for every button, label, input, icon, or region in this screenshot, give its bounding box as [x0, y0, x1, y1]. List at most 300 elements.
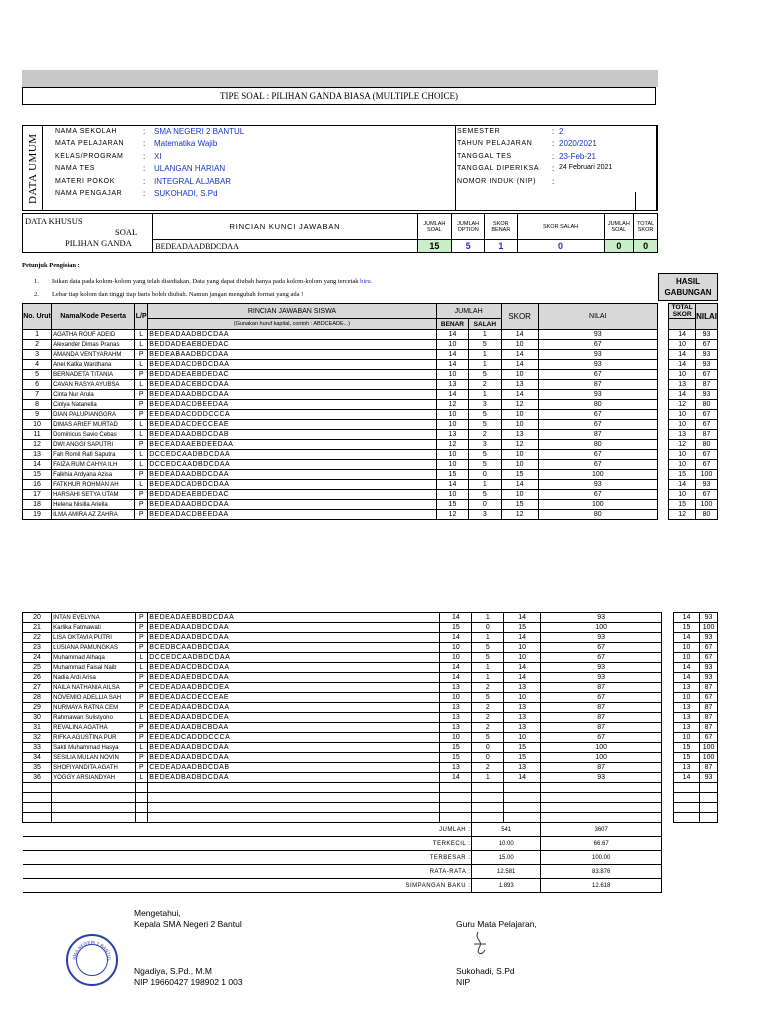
row-total-skor: 10: [669, 460, 696, 470]
row-lp[interactable]: P: [135, 613, 148, 623]
row-lp[interactable]: P: [135, 440, 148, 450]
row-skor: 14: [501, 390, 538, 400]
row-nilai-gabungan: 93: [696, 390, 718, 400]
row-lp[interactable]: P: [135, 623, 148, 633]
row-nama[interactable]: Sakti Muhammad Hasya: [52, 743, 135, 753]
row-benar: 13: [440, 703, 472, 713]
row-nama[interactable]: REVALINA AGATHA: [52, 723, 135, 733]
row-lp[interactable]: L: [135, 420, 148, 430]
table-row: [23, 370, 718, 380]
row-nama[interactable]: DWI ANGGI SAPUTRI: [52, 440, 135, 450]
skor-salah-value[interactable]: 0: [517, 240, 604, 253]
empty-cell[interactable]: [440, 793, 472, 803]
row-nilai-gabungan: 93: [700, 673, 718, 683]
stat-skor: 15.00: [472, 851, 541, 865]
empty-row: [23, 813, 718, 823]
spacer-cell: [657, 490, 668, 500]
empty-cell[interactable]: [673, 803, 699, 813]
info-label: NAMA TES: [55, 165, 96, 173]
row-nama[interactable]: AMANDA VENTYARAHM: [52, 350, 135, 360]
jumlah-soal-header: JUMLAH SOAL: [417, 214, 452, 240]
row-lp[interactable]: P: [135, 643, 148, 653]
empty-cell[interactable]: [135, 793, 148, 803]
row-rincian[interactable]: BEDEADACDBDCDAA: [148, 663, 440, 673]
spacer-cell: [662, 683, 674, 693]
row-nama[interactable]: YOGGY ARSIANDYAH: [52, 773, 135, 783]
row-benar: 14: [440, 633, 472, 643]
row-salah: 1: [469, 330, 501, 340]
row-nama[interactable]: Fah Romil Rafi Saputra: [52, 450, 135, 460]
row-rincian[interactable]: CEDEADAADBDCDAA: [148, 703, 440, 713]
row-nama[interactable]: Anel Katka Wardhana: [52, 360, 135, 370]
row-no: 23: [23, 643, 52, 653]
row-lp[interactable]: P: [135, 500, 148, 510]
row-lp[interactable]: P: [135, 400, 148, 410]
row-salah: 2: [472, 723, 504, 733]
row-lp[interactable]: L: [135, 663, 148, 673]
row-lp[interactable]: P: [135, 733, 148, 743]
row-nilai-gabungan: 93: [696, 480, 718, 490]
row-nilai: 87: [541, 683, 662, 693]
row-total-skor: 13: [669, 430, 696, 440]
row-rincian[interactable]: BEDEADACEBDCDAA: [148, 380, 437, 390]
info-colon: :: [552, 151, 555, 161]
empty-cell[interactable]: [504, 783, 541, 793]
skor-benar-header: SKOR BENAR: [485, 214, 517, 240]
row-nama[interactable]: Helena Nisilla Ariella: [52, 500, 135, 510]
empty-cell[interactable]: [135, 803, 148, 813]
row-salah: 5: [472, 643, 504, 653]
row-nama[interactable]: Alexander Dimas Pranas: [52, 340, 135, 350]
info-value-right[interactable]: 2: [559, 127, 564, 136]
table-row: [23, 753, 718, 763]
row-nama[interactable]: FATKHUR ROHMAN AH: [52, 480, 135, 490]
row-no: 4: [23, 360, 52, 370]
row-skor: 14: [504, 663, 541, 673]
row-nilai-gabungan: 93: [696, 350, 718, 360]
row-nama[interactable]: HARSAHI SETYA UTAM: [52, 490, 135, 500]
row-nilai: 87: [538, 430, 657, 440]
row-rincian[interactable]: BEDEADBADBDCDAA: [148, 773, 440, 783]
petunjuk-num-2: 2.: [34, 291, 39, 298]
row-skor: 10: [501, 490, 538, 500]
row-lp[interactable]: L: [135, 460, 148, 470]
row-nama[interactable]: LISA OKTAVIA PUTRI: [52, 633, 135, 643]
table-row: [23, 500, 718, 510]
row-lp[interactable]: P: [135, 470, 148, 480]
row-lp[interactable]: P: [135, 683, 148, 693]
row-benar: 14: [436, 480, 468, 490]
empty-cell[interactable]: [52, 813, 135, 823]
empty-cell[interactable]: [148, 813, 440, 823]
row-skor: 14: [504, 613, 541, 623]
spacer-cell: [657, 330, 668, 340]
row-nilai-gabungan: 87: [700, 683, 718, 693]
row-benar: 10: [436, 340, 468, 350]
row-rincian[interactable]: DCCEDCAADBDCDAA: [148, 460, 437, 470]
row-nama[interactable]: INTAN EVELYNA: [52, 613, 135, 623]
row-benar: 10: [440, 653, 472, 663]
row-lp[interactable]: L: [135, 330, 148, 340]
spacer-cell: [662, 733, 674, 743]
row-rincian[interactable]: BEDDADEAEBDEDAC: [148, 490, 437, 500]
row-no: 29: [23, 703, 52, 713]
info-value-right[interactable]: 2020/2021: [559, 139, 597, 149]
row-skor: 15: [504, 743, 541, 753]
row-nilai-gabungan: 67: [696, 490, 718, 500]
row-nama[interactable]: DIAN PALUPIANGGRA: [52, 410, 135, 420]
info-label-right: NOMOR INDUK (NIP): [457, 177, 537, 185]
row-rincian[interactable]: BEDEADAADBDCDAA: [148, 623, 440, 633]
row-benar: 14: [440, 673, 472, 683]
row-nama[interactable]: SHOFIYANDITA AGATH: [52, 763, 135, 773]
row-nama[interactable]: Karlika Fatmawati: [52, 623, 135, 633]
row-nama[interactable]: BERNADETA TITANIA: [52, 370, 135, 380]
row-nilai-gabungan: 67: [696, 450, 718, 460]
empty-cell[interactable]: [673, 813, 699, 823]
row-salah: 5: [472, 693, 504, 703]
empty-cell[interactable]: [673, 793, 699, 803]
row-rincian[interactable]: BEDEADAADBDCDAA: [148, 633, 440, 643]
empty-cell[interactable]: [700, 793, 718, 803]
row-rincian[interactable]: BEDEADACDBEEDAA: [148, 400, 437, 410]
row-rincian[interactable]: BEDEADACDECCEAE: [148, 693, 440, 703]
row-rincian[interactable]: BEDEADAADBDCDAA: [148, 390, 437, 400]
empty-cell[interactable]: [148, 793, 440, 803]
row-nama[interactable]: SESILIA MULAN NOVIN: [52, 753, 135, 763]
row-nilai: 67: [541, 693, 662, 703]
info-label: KELAS/PROGRAM: [55, 152, 124, 160]
info-value[interactable]: Matematika Wajib: [154, 139, 218, 149]
row-total-skor: 14: [669, 390, 696, 400]
empty-cell[interactable]: [440, 803, 472, 813]
row-rincian[interactable]: BEDEADACDBDCDAA: [148, 360, 437, 370]
row-skor: 10: [501, 420, 538, 430]
row-skor: 15: [501, 470, 538, 480]
row-nilai-gabungan: 93: [696, 330, 718, 340]
row-lp[interactable]: L: [135, 773, 148, 783]
row-rincian[interactable]: DCCEDCAADBDCDAA: [148, 450, 437, 460]
empty-cell[interactable]: [23, 783, 52, 793]
row-salah: 1: [472, 613, 504, 623]
guru-nip: NIP: [456, 977, 471, 987]
stat-spacer: [662, 851, 718, 865]
row-skor: 10: [504, 693, 541, 703]
row-salah: 3: [469, 440, 501, 450]
row-nilai: 100: [541, 623, 662, 633]
spacer-cell: [657, 480, 668, 490]
empty-cell: [662, 783, 674, 793]
row-no: 21: [23, 623, 52, 633]
table-row: [23, 633, 718, 643]
row-salah: 5: [472, 653, 504, 663]
row-rincian[interactable]: BEDEADAADBCBDAA: [148, 723, 440, 733]
empty-cell[interactable]: [23, 793, 52, 803]
row-lp[interactable]: L: [135, 450, 148, 460]
row-lp[interactable]: P: [135, 693, 148, 703]
stats-row: [23, 823, 718, 837]
empty-cell[interactable]: [541, 813, 662, 823]
row-nilai: 87: [541, 703, 662, 713]
row-nama[interactable]: Falkhia Ardyana Azisa: [52, 470, 135, 480]
row-rincian[interactable]: BEDEADAEDBDCDAA: [148, 673, 440, 683]
row-nama[interactable]: LUSIANA PAMUNGKAS: [52, 643, 135, 653]
row-nama[interactable]: ILMA AMIRA AZ ZAHRA: [52, 510, 135, 520]
row-total-skor: 14: [669, 350, 696, 360]
info-value[interactable]: ULANGAN HARIAN: [154, 164, 226, 174]
row-total-skor: 13: [673, 763, 699, 773]
empty-cell[interactable]: [504, 793, 541, 803]
row-rincian[interactable]: CEDEADAADBDCDEA: [148, 683, 440, 693]
empty-cell[interactable]: [52, 793, 135, 803]
row-rincian[interactable]: BEDEADAADBDCDAA: [148, 753, 440, 763]
row-lp[interactable]: P: [135, 673, 148, 683]
info-value[interactable]: INTEGRAL ALJABAR: [154, 176, 232, 186]
empty-cell[interactable]: [700, 813, 718, 823]
stats-row: [23, 879, 718, 893]
stat-nilai: 12.618: [541, 879, 662, 893]
row-rincian[interactable]: BEDEADACDBEEDAA: [148, 510, 437, 520]
row-skor: 13: [501, 430, 538, 440]
spacer-cell: [662, 773, 674, 783]
row-nilai: 67: [538, 340, 657, 350]
row-salah: 0: [469, 500, 501, 510]
row-rincian[interactable]: BEDDADEAEBDEDAC: [148, 340, 437, 350]
jumlah-soal-value[interactable]: 15: [417, 240, 452, 253]
row-rincian[interactable]: BEDEADAADBDCDAA: [148, 470, 437, 480]
row-nama[interactable]: Nadia Ardi Arisa: [52, 673, 135, 683]
row-lp[interactable]: L: [135, 713, 148, 723]
stat-spacer: [662, 823, 718, 837]
empty-cell[interactable]: [135, 783, 148, 793]
row-skor: 10: [501, 410, 538, 420]
row-lp[interactable]: P: [135, 490, 148, 500]
empty-cell[interactable]: [23, 813, 52, 823]
row-salah: 2: [472, 683, 504, 693]
empty-cell[interactable]: [23, 803, 52, 813]
header-jumlah: JUMLAH: [436, 304, 501, 319]
empty-cell[interactable]: [135, 813, 148, 823]
jumlah-option-value[interactable]: 5: [452, 240, 485, 253]
answer-key-value[interactable]: BEDEADAADBDCDAA: [153, 240, 417, 253]
info-value[interactable]: SMA NEGERI 2 BANTUL: [154, 127, 245, 136]
empty-cell[interactable]: [541, 793, 662, 803]
row-nama[interactable]: AGATHA ROUF ADEID: [52, 330, 135, 340]
row-benar: 13: [436, 430, 468, 440]
row-rincian[interactable]: EEDEADCADDDCCCA: [148, 733, 440, 743]
row-lp[interactable]: L: [135, 653, 148, 663]
jumlah-soal2-value: 0: [604, 240, 634, 253]
row-rincian[interactable]: BCEDBCAADBDCDAA: [148, 643, 440, 653]
row-nilai-gabungan: 67: [700, 693, 718, 703]
info-value-right[interactable]: 23-Feb-21: [559, 151, 596, 161]
soal-label: SOAL: [115, 227, 138, 237]
empty-cell[interactable]: [541, 783, 662, 793]
row-benar: 10: [440, 693, 472, 703]
spacer-cell: [662, 763, 674, 773]
info-value-right[interactable]: 24 Februari 2021: [559, 164, 613, 172]
header-rincian: RINCIAN JAWABAN SISWA: [148, 304, 437, 319]
row-nilai: 67: [538, 460, 657, 470]
row-lp[interactable]: L: [135, 360, 148, 370]
row-nilai-gabungan: 87: [696, 380, 718, 390]
row-lp[interactable]: P: [135, 390, 148, 400]
row-nilai: 93: [541, 663, 662, 673]
row-lp[interactable]: P: [135, 723, 148, 733]
row-no: 30: [23, 713, 52, 723]
row-lp[interactable]: P: [135, 633, 148, 643]
row-rincian[interactable]: DCCEDCAADBDCDAA: [148, 653, 440, 663]
table-row: [23, 673, 718, 683]
row-nilai-gabungan: 100: [700, 753, 718, 763]
row-no: 27: [23, 683, 52, 693]
empty-cell[interactable]: [440, 783, 472, 793]
empty-cell[interactable]: [673, 783, 699, 793]
row-no: 26: [23, 673, 52, 683]
row-rincian[interactable]: BEDEADACDECCEAE: [148, 420, 437, 430]
row-lp[interactable]: L: [135, 743, 148, 753]
empty-cell[interactable]: [472, 793, 504, 803]
row-salah: 5: [469, 460, 501, 470]
stat-label: RATA-RATA :: [23, 865, 472, 879]
row-skor: 13: [504, 713, 541, 723]
row-nilai-gabungan: 100: [696, 500, 718, 510]
row-nama[interactable]: NOVEMIO ADELLIA SAH: [52, 693, 135, 703]
stats-row: [23, 837, 718, 851]
row-no: 24: [23, 653, 52, 663]
row-salah: 1: [472, 633, 504, 643]
row-total-skor: 13: [673, 703, 699, 713]
info-colon: :: [143, 151, 146, 161]
row-lp[interactable]: L: [135, 480, 148, 490]
empty-cell[interactable]: [700, 803, 718, 813]
row-rincian[interactable]: BEDEADAADBDCDAB: [148, 430, 437, 440]
row-rincian[interactable]: BEDEABAADBDCDAA: [148, 350, 437, 360]
row-salah: 5: [469, 370, 501, 380]
row-total-skor: 14: [673, 673, 699, 683]
row-lp[interactable]: P: [135, 763, 148, 773]
row-nama[interactable]: Cinlya Natanella: [52, 400, 135, 410]
empty-cell[interactable]: [504, 803, 541, 813]
table-row: [23, 340, 718, 350]
row-nama[interactable]: CAVAN RASYA AYUBSA: [52, 380, 135, 390]
row-nama[interactable]: RIFKA AGUSTINA PUR: [52, 733, 135, 743]
header-total-skor: TOTAL SKOR: [669, 304, 696, 319]
pilihan-ganda-label: PILIHAN GANDA: [65, 238, 132, 248]
row-rincian[interactable]: BEDEADAADBDCDAA: [148, 743, 440, 753]
row-skor: 12: [501, 400, 538, 410]
row-salah: 5: [469, 340, 501, 350]
spacer-cell: [657, 350, 668, 360]
empty-cell[interactable]: [504, 813, 541, 823]
row-lp[interactable]: P: [135, 370, 148, 380]
row-nama[interactable]: FAIZA RUM CAHYA ILH: [52, 460, 135, 470]
row-rincian[interactable]: BEDDADEAEBDEDAC: [148, 370, 437, 380]
empty-cell[interactable]: [52, 783, 135, 793]
empty-cell[interactable]: [148, 783, 440, 793]
row-total-skor: 14: [673, 613, 699, 623]
spacer-cell: [662, 643, 674, 653]
empty-cell[interactable]: [472, 783, 504, 793]
row-lp[interactable]: P: [135, 510, 148, 520]
row-skor: 14: [501, 480, 538, 490]
row-rincian[interactable]: BEDEADAEBDBDCDAA: [148, 613, 440, 623]
row-nilai: 80: [538, 400, 657, 410]
row-salah: 1: [472, 773, 504, 783]
row-no: 20: [23, 613, 52, 623]
empty-cell[interactable]: [440, 813, 472, 823]
row-lp[interactable]: P: [135, 753, 148, 763]
header-salah: SALAH: [469, 319, 501, 330]
spacer-cell: [662, 673, 674, 683]
info-colon: :: [552, 127, 555, 136]
row-rincian[interactable]: BEDEADCADBDCDAA: [148, 480, 437, 490]
row-nama[interactable]: Dominicus Savio Cebas: [52, 430, 135, 440]
row-salah: 1: [472, 673, 504, 683]
empty-cell[interactable]: [472, 803, 504, 813]
row-rincian[interactable]: BEDEADAADBDCDEA: [148, 713, 440, 723]
row-rincian[interactable]: BEDEADAADBDCDAA: [148, 330, 437, 340]
stats-row: [23, 865, 718, 879]
empty-cell[interactable]: [148, 803, 440, 813]
row-salah: 5: [469, 410, 501, 420]
row-rincian[interactable]: BECEADAAEBDEEDAA: [148, 440, 437, 450]
row-nilai: 87: [541, 763, 662, 773]
row-salah: 0: [472, 753, 504, 763]
info-value[interactable]: XI: [154, 151, 162, 161]
row-nilai: 93: [541, 673, 662, 683]
row-rincian[interactable]: EEDEADACDDDCCCA: [148, 410, 437, 420]
skor-benar-value[interactable]: 1: [485, 240, 517, 253]
row-nama[interactable]: Muhammad Faisal Naib: [52, 663, 135, 673]
row-no: 17: [23, 490, 52, 500]
spacer-cell: [657, 450, 668, 460]
row-benar: 14: [436, 390, 468, 400]
row-no: 34: [23, 753, 52, 763]
row-lp[interactable]: L: [135, 380, 148, 390]
empty-cell[interactable]: [700, 783, 718, 793]
row-nilai: 67: [538, 490, 657, 500]
row-lp[interactable]: P: [135, 410, 148, 420]
empty-cell[interactable]: [472, 813, 504, 823]
row-nama[interactable]: Rahmawan Sulistyono: [52, 713, 135, 723]
row-nama[interactable]: NURMAYA RATNA CEM: [52, 703, 135, 713]
row-rincian[interactable]: CEDEADAADBDCDAB: [148, 763, 440, 773]
row-skor: 10: [501, 370, 538, 380]
row-nama[interactable]: DIMAS ARIEF MURTAD: [52, 420, 135, 430]
info-label-right: TANGGAL TES: [457, 152, 512, 160]
info-value[interactable]: SUKOHADI, S.Pd: [154, 189, 218, 198]
row-nilai: 93: [538, 390, 657, 400]
header-nilai-gabungan: NILAI: [696, 304, 718, 330]
row-total-skor: 10: [673, 693, 699, 703]
empty-cell[interactable]: [52, 803, 135, 813]
row-nama[interactable]: NAILA NATHANIA AILSA: [52, 683, 135, 693]
empty-cell[interactable]: [541, 803, 662, 813]
table-row: [23, 470, 718, 480]
row-lp[interactable]: P: [135, 350, 148, 360]
row-lp[interactable]: P: [135, 703, 148, 713]
row-lp[interactable]: L: [135, 340, 148, 350]
row-lp[interactable]: L: [135, 430, 148, 440]
row-nama[interactable]: Muhammad Alhaqa: [52, 653, 135, 663]
row-skor: 10: [504, 733, 541, 743]
spacer-cell: [662, 613, 674, 623]
row-rincian[interactable]: BEDEADAADBDCDAA: [148, 500, 437, 510]
row-nama[interactable]: Cinta Nur Arula: [52, 390, 135, 400]
table-row: [23, 663, 718, 673]
row-nilai-gabungan: 93: [700, 613, 718, 623]
